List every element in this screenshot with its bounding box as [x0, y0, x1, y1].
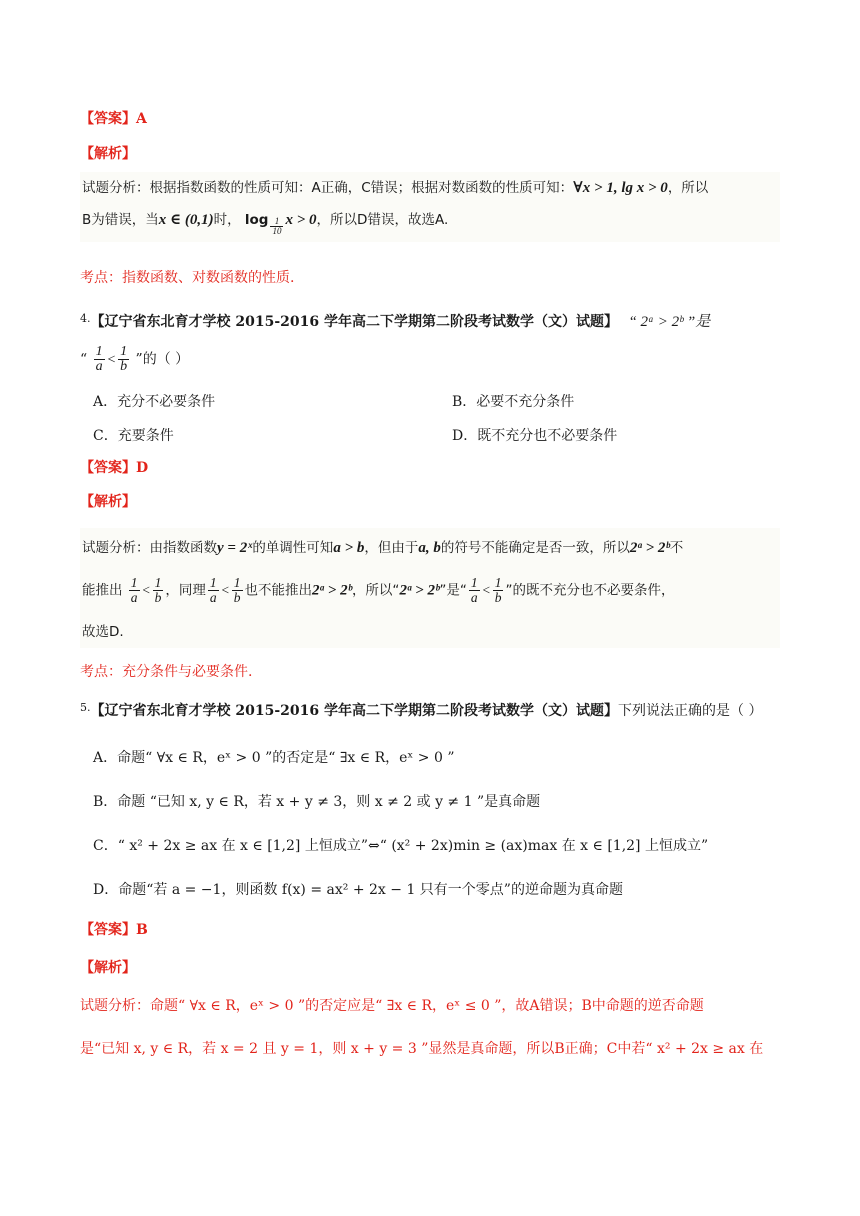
- q3-answer: [80, 109, 147, 129]
- q4-kaodian: 考点：充分条件与必要条件.: [80, 664, 253, 680]
- q3-analysis-label: 【解析】: [80, 146, 136, 162]
- q4-quote1: “ 2ᵃ > 2ᵇ ”是: [628, 314, 711, 330]
- q5-analysis-line2: 是“已知 x, y ∈ R，若 x = 2 且 y = 1，则 x + y = 3 ”显然是真命题，所以B正确；C中若“ x² + 2x ≥ ax 在: [80, 1041, 764, 1057]
- q5-option-d[interactable]: D．命题“若 a = −1，则函数 f(x) = ax² + 2x − 1 只有一个零点”的逆命题为真命题: [93, 882, 623, 898]
- q4-analysis-image: [80, 528, 780, 648]
- q5-option-b[interactable]: B．命题 “已知 x, y ∈ R，若 x + y ≠ 3，则 x ≠ 2 或 y ≠ 1 ”是真命题: [93, 794, 541, 810]
- q4-analysis-line1: 试题分析：由指数函数y = 2ˣ的单调性可知a > b，但由于a, b的符号不能确定是否一致，所以2ᵃ > 2ᵇ不: [82, 540, 684, 556]
- q4-option-a[interactable]: A．充分不必要条件: [93, 394, 216, 410]
- q5-analysis-line1: 试题分析：命题“ ∀x ∈ R，eˣ > 0 ”的否定应是“ ∃x ∈ R，eˣ ≤ 0 ”，故A错误；B中命题的逆否命题: [80, 998, 704, 1014]
- q5-option-a[interactable]: A．命题“ ∀x ∈ R，eˣ > 0 ”的否定是“ ∃x ∈ R，eˣ > 0 ”: [93, 750, 455, 766]
- q5-option-c[interactable]: C．“ x² + 2x ≥ ax 在 x ∈ [1,2] 上恒成立”⇔“ (x² + 2x)min ≥ (ax)max 在 x ∈ [1,2] 上恒成立”: [93, 838, 709, 854]
- q4-option-d[interactable]: D．既不充分也不必要条件: [452, 428, 618, 444]
- q3-analysis-image: [80, 172, 780, 242]
- q4-number: 4.: [80, 312, 91, 325]
- q3-analysis-line1: 试题分析：根据指数函数的性质可知：A正确，C错误；根据对数函数的性质可知：∀x > 1, lg x > 0，所以: [82, 180, 709, 196]
- q3-kaodian: 考点：指数函数、对数函数的性质.: [80, 270, 295, 286]
- q4-analysis-line3: 故选D.: [82, 624, 124, 640]
- answer-label: 【答案】: [80, 111, 136, 127]
- q4-option-c[interactable]: C．充要条件: [93, 428, 174, 444]
- q4-analysis-label: 【解析】: [80, 494, 136, 510]
- q4-analysis-line2: 能推出 $\frac{1}{a}$ < $\frac{1}{b}$ ，同理 $\frac{1}{a}$ < $\frac{1}{b}$ 也不能推出2ᵃ > 2ᵇ，所以“2ᵃ > 2ᵇ”是“ $\frac{1}{a}$ < $\frac{1}{b}$ ”的既不充分也不必要条件，: [82, 575, 675, 605]
- answer-value: A: [136, 111, 147, 127]
- q4-stem: [80, 309, 710, 332]
- q4-stem-line2: “ $\frac{1}{a}$ < $\frac{1}{b}$ ”的（ ）: [80, 344, 190, 374]
- q3-analysis-line2: B为错误，当x ∈ (0,1)时， log $\frac{1}{10}$ x > 0，所以D错误，故选A.: [82, 212, 449, 236]
- q5-analysis-label: 【解析】: [80, 960, 136, 976]
- q4-option-b[interactable]: B．必要不充分条件: [452, 394, 575, 410]
- q5-answer: 【答案】B: [80, 922, 148, 938]
- q4-answer: 【答案】D: [80, 460, 149, 476]
- q5-stem: $^{5.}$【辽宁省东北育才学校 2015-2016 学年高二下学期第二阶段考试数学（文）试题】下列说法正确的是（ ）: [80, 701, 763, 719]
- q4-source: 【辽宁省东北育才学校 2015-2016 学年高二下学期第二阶段考试数学（文）试题】: [90, 314, 618, 330]
